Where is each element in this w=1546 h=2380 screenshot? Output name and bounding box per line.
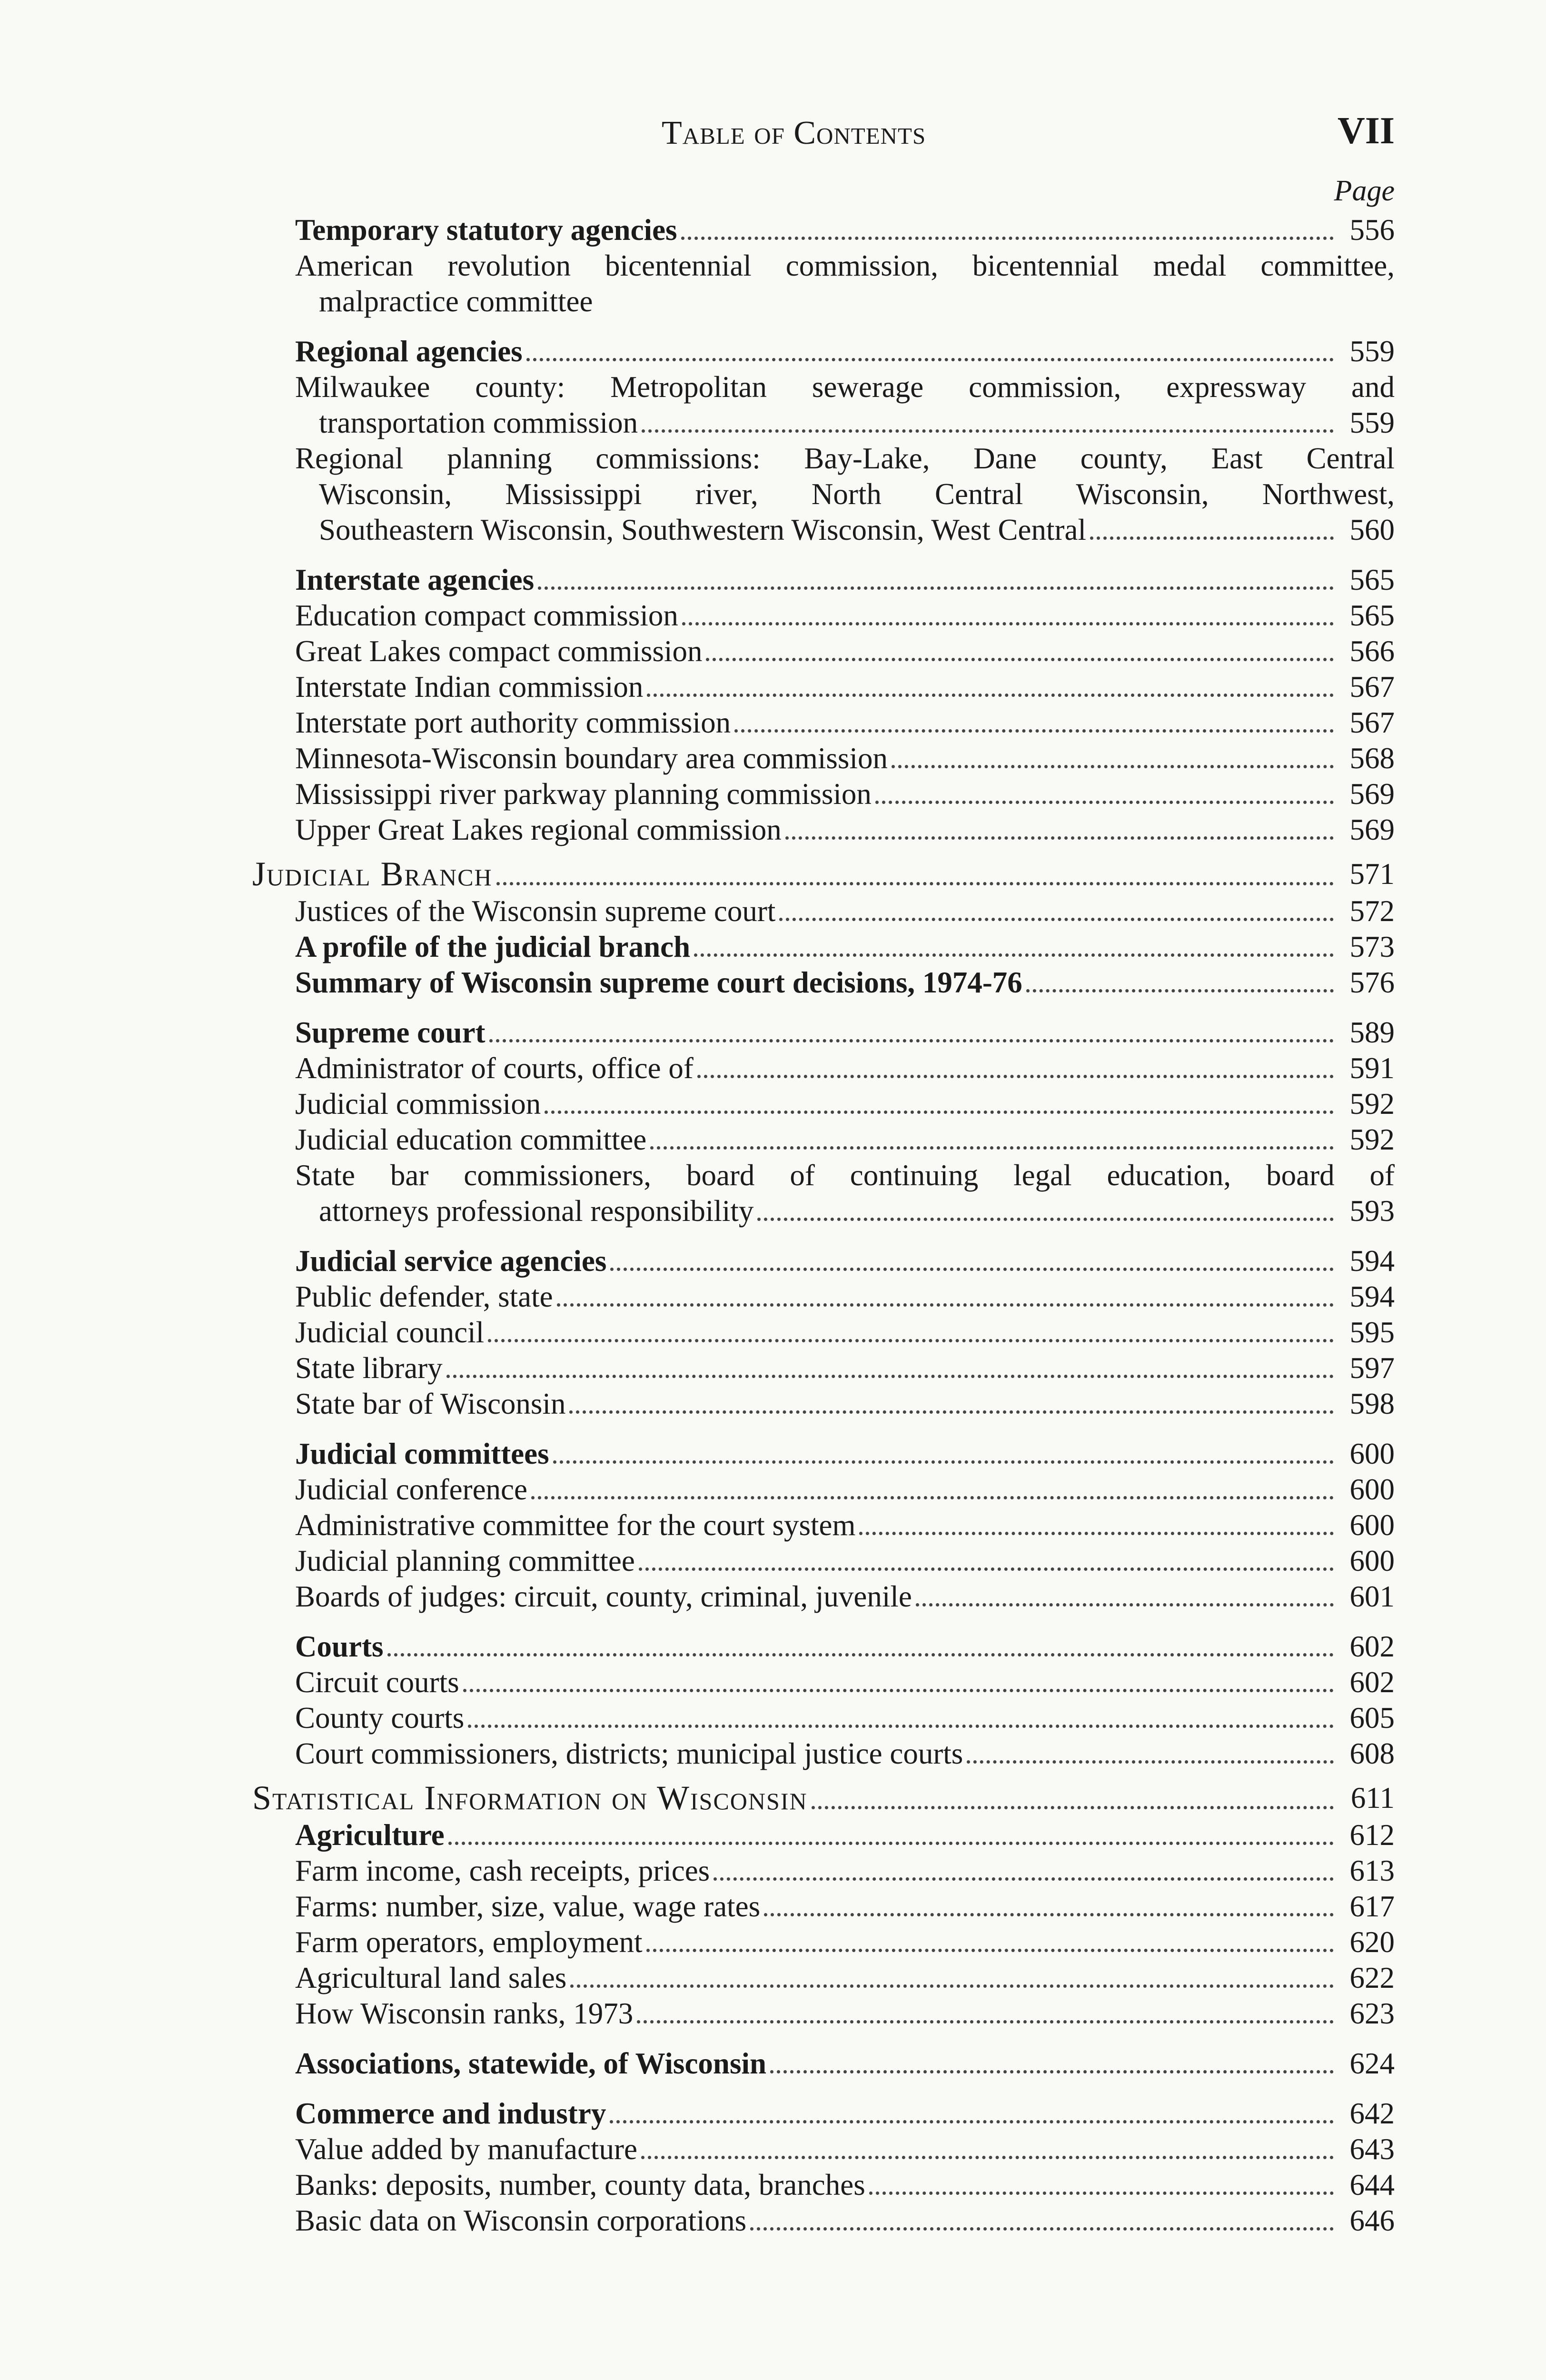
toc-entry-label: Upper Great Lakes regional commission: [295, 813, 782, 846]
toc-entry: [252, 776, 1395, 812]
dot-leader: [610, 1268, 1334, 1271]
dot-leader: [489, 1039, 1334, 1042]
running-title: Table of Contents: [662, 115, 926, 151]
toc-entry: [252, 1853, 1395, 1889]
toc-entry-page: 611: [1350, 1781, 1395, 1815]
toc-entry: [252, 812, 1395, 848]
dot-leader: [642, 429, 1334, 433]
dot-leader: [496, 882, 1334, 885]
toc-entry-label: Farm operators, employment: [295, 1925, 643, 1959]
dot-leader: [706, 658, 1334, 661]
toc-entry-label: attorneys professional responsibility: [319, 1194, 754, 1228]
dot-leader: [553, 1460, 1334, 1464]
dot-leader: [869, 2192, 1334, 2195]
toc-entry: [252, 1315, 1395, 1350]
toc-entry: [252, 1086, 1395, 1122]
dot-leader: [734, 729, 1334, 733]
dot-leader: [570, 1984, 1334, 1988]
toc-entry-label: Courts: [295, 1630, 384, 1663]
toc-entry-label: State library: [295, 1351, 443, 1385]
toc-entry-label: Circuit courts: [295, 1666, 459, 1699]
toc-entry-page: 592: [1349, 1123, 1395, 1156]
toc-entry-page: 568: [1349, 742, 1395, 775]
toc-entry: [252, 893, 1395, 929]
toc-entry: [252, 1629, 1395, 1665]
toc-entry-label: Judicial conference: [295, 1473, 527, 1506]
toc-entry: [252, 598, 1395, 634]
dot-leader: [639, 1567, 1334, 1571]
page-header: [252, 109, 1395, 162]
toc-entry-label: Supreme court: [295, 1016, 486, 1049]
toc-entry: [252, 1386, 1395, 1422]
toc-entry-multiline: [252, 1158, 1395, 1229]
toc-entry-label: Banks: deposits, number, county data, branches: [295, 2168, 865, 2202]
dot-leader: [812, 1806, 1334, 1809]
toc-page: [252, 109, 1395, 2239]
toc-entry-line: [295, 1193, 1395, 1229]
toc-entry: [252, 1817, 1395, 1853]
toc-entry-page: 594: [1349, 1244, 1395, 1278]
toc-entry-line: Regional planning commissions: Bay-Lake, Dane county, East Central: [295, 442, 1395, 475]
toc-entry-label: Interstate Indian commission: [295, 670, 644, 704]
toc-entry-label: Farm income, cash receipts, prices: [295, 1854, 710, 1887]
toc-entry-label: Associations, statewide, of Wisconsin: [295, 2047, 767, 2080]
dot-leader: [646, 1949, 1334, 1952]
toc-entry: [252, 1996, 1395, 2032]
toc-entry: [252, 634, 1395, 669]
dot-leader: [770, 2070, 1334, 2073]
toc-entry-label: Mississippi river parkway planning commission: [295, 777, 872, 811]
toc-entry-page: 643: [1349, 2132, 1395, 2166]
toc-entry: [252, 929, 1395, 965]
toc-entry-label: Judicial committees: [295, 1437, 549, 1470]
toc-entry-page: 617: [1349, 1890, 1395, 1923]
dot-leader: [785, 836, 1334, 840]
dot-leader: [647, 694, 1334, 697]
toc-entry-label: Administrator of courts, office of: [295, 1051, 694, 1085]
toc-entry-page: 646: [1349, 2204, 1395, 2237]
dot-leader: [610, 2120, 1334, 2123]
toc-entry: [252, 1665, 1395, 1700]
toc-entry-label: Judicial council: [295, 1316, 485, 1349]
dot-leader: [641, 2156, 1334, 2159]
toc-entry-page: 567: [1349, 670, 1395, 704]
toc-entry-label: Judicial education committee: [295, 1123, 647, 1156]
toc-entry: [252, 1889, 1395, 1924]
toc-entry-label: Summary of Wisconsin supreme court decisions, 1974-76: [295, 966, 1022, 999]
toc-entry-page: 569: [1349, 813, 1395, 846]
dot-leader: [538, 586, 1334, 590]
toc-entry-page: 598: [1349, 1387, 1395, 1420]
dot-leader: [468, 1725, 1334, 1728]
toc-entry-label: Temporary statutory agencies: [295, 213, 677, 247]
toc-entry-page: 608: [1349, 1737, 1395, 1770]
dot-leader: [714, 1877, 1334, 1881]
toc-entry-page: 612: [1349, 1818, 1395, 1852]
toc-entry-label: Basic data on Wisconsin corporations: [295, 2204, 747, 2237]
toc-entry-page: 595: [1349, 1316, 1395, 1349]
toc-entry: [252, 334, 1395, 369]
toc-entry: [252, 1436, 1395, 1472]
toc-entry-page: 602: [1349, 1630, 1395, 1663]
toc-entry-page: 556: [1349, 213, 1395, 247]
toc-entry: [252, 1960, 1395, 1996]
toc-entry-label: Judicial commission: [295, 1087, 541, 1121]
toc-section-heading: [252, 1778, 1395, 1817]
toc-entry: [252, 965, 1395, 1001]
toc-entry-label: Statistical Information on Wisconsin: [252, 1779, 808, 1817]
toc-entry-page: 620: [1349, 1925, 1395, 1959]
toc-entry-page: 559: [1349, 406, 1395, 439]
toc-entry-page: 559: [1349, 335, 1395, 368]
page-number-folio: VII: [1337, 110, 1395, 152]
toc-entry-page: 622: [1349, 1961, 1395, 1994]
toc-entry-page: 576: [1349, 966, 1395, 999]
toc-section-heading: [252, 854, 1395, 893]
toc-entry: [252, 1924, 1395, 1960]
dot-leader: [545, 1111, 1334, 1114]
toc-entry-line: State bar commissioners, board of continuing legal education, board of: [295, 1159, 1395, 1192]
toc-entry-label: Southeastern Wisconsin, Southwestern Wisconsin, West Central: [319, 513, 1086, 546]
dot-leader: [779, 918, 1334, 921]
toc-entry-page: 572: [1349, 894, 1395, 928]
dot-leader: [694, 953, 1334, 957]
toc-entry-page: 571: [1349, 857, 1395, 891]
toc-entry-label: Court commissioners, districts; municipal justice courts: [295, 1737, 963, 1770]
toc-entry: [252, 669, 1395, 705]
toc-entry: [252, 741, 1395, 776]
toc-entry: [252, 1736, 1395, 1772]
toc-entry: [252, 2167, 1395, 2203]
toc-entry: [252, 1543, 1395, 1579]
toc-entry-label: Judicial service agencies: [295, 1244, 607, 1278]
dot-leader: [526, 358, 1334, 361]
toc-entry-label: Administrative committee for the court system: [295, 1508, 856, 1542]
dot-leader: [697, 1075, 1334, 1078]
toc-entry-label: Boards of judges: circuit, county, criminal, juvenile: [295, 1580, 912, 1613]
toc-entry-page: 597: [1349, 1351, 1395, 1385]
toc-entry-label: Judicial planning committee: [295, 1544, 635, 1577]
toc-entry-line: American revolution bicentennial commission, bicentennial medal committee,: [295, 249, 1395, 282]
toc-entry: [252, 1507, 1395, 1543]
toc-entry-label: Regional agencies: [295, 335, 523, 368]
dot-leader: [650, 1146, 1334, 1150]
dot-leader: [967, 1760, 1334, 1764]
toc-entry-label: Justices of the Wisconsin supreme court: [295, 894, 776, 928]
toc-entry: [252, 2203, 1395, 2239]
toc-entry-page: 642: [1349, 2097, 1395, 2130]
toc-entry-line: [295, 512, 1395, 548]
toc-entry: [252, 562, 1395, 598]
toc-entry: [252, 1472, 1395, 1507]
toc-entry-multiline: [252, 441, 1395, 548]
toc-entry: [252, 1051, 1395, 1086]
dot-leader: [750, 2227, 1334, 2231]
dot-leader: [875, 801, 1334, 804]
toc-entry-page: 624: [1349, 2047, 1395, 2080]
toc-entry-page: 644: [1349, 2168, 1395, 2202]
toc-entry-page: 593: [1349, 1194, 1395, 1228]
toc-entry-page: 613: [1349, 1854, 1395, 1887]
toc-entry-page: 591: [1349, 1051, 1395, 1085]
toc-entry-line: [295, 405, 1395, 441]
toc-entry-label: Great Lakes compact commission: [295, 635, 703, 668]
toc-entry-page: 601: [1349, 1580, 1395, 1613]
toc-entry-page: 592: [1349, 1087, 1395, 1121]
toc-entry-label: State bar of Wisconsin: [295, 1387, 566, 1420]
dot-leader: [1026, 989, 1334, 992]
dot-leader: [446, 1375, 1334, 1378]
toc-entry: [252, 2096, 1395, 2132]
toc-entry-page: 589: [1349, 1016, 1395, 1049]
dot-leader: [448, 1842, 1334, 1845]
toc-entry-label: Public defender, state: [295, 1280, 553, 1313]
toc-entry-line: Milwaukee county: Metropolitan sewerage commission, expressway and: [295, 370, 1395, 404]
toc-entry-label: Farms: number, size, value, wage rates: [295, 1890, 761, 1923]
toc-entry-page: 602: [1349, 1666, 1395, 1699]
dot-leader: [387, 1653, 1334, 1656]
dot-leader: [859, 1532, 1334, 1535]
toc-entry-multiline: [252, 369, 1395, 441]
page-column-label: Page: [1334, 175, 1395, 207]
toc-entry-page: 600: [1349, 1544, 1395, 1577]
dot-leader: [757, 1218, 1334, 1221]
dot-leader: [892, 765, 1334, 768]
toc-entry: [252, 1122, 1395, 1158]
toc-entry: [252, 1579, 1395, 1615]
dot-leader: [488, 1339, 1334, 1342]
toc-entry: [252, 2046, 1395, 2082]
dot-leader: [557, 1303, 1334, 1307]
toc-entry: [252, 705, 1395, 741]
toc-entry-page: 565: [1349, 599, 1395, 632]
dot-leader: [531, 1496, 1334, 1499]
toc-entry: [252, 1279, 1395, 1315]
toc-entry-multiline: [252, 248, 1395, 319]
toc-entry-page: 600: [1349, 1508, 1395, 1542]
toc-entry-page: 560: [1349, 513, 1395, 546]
toc-entry-page: 605: [1349, 1701, 1395, 1735]
toc-entry: [252, 2132, 1395, 2167]
toc-entry-label: Agriculture: [295, 1818, 445, 1852]
dot-leader: [916, 1603, 1334, 1606]
toc-entry-line: malpractice committee: [319, 285, 593, 318]
dot-leader: [681, 237, 1334, 240]
dot-leader: [682, 622, 1334, 625]
toc-entry-label: Interstate agencies: [295, 563, 535, 596]
toc-entry-label: Commerce and industry: [295, 2097, 606, 2130]
table-of-contents: [252, 212, 1395, 2239]
toc-entry-label: A profile of the judicial branch: [295, 930, 691, 963]
toc-entry-page: 600: [1349, 1473, 1395, 1506]
toc-entry-page: 573: [1349, 930, 1395, 963]
toc-entry: [252, 212, 1395, 248]
toc-entry-label: Education compact commission: [295, 599, 678, 632]
toc-entry-page: 567: [1349, 706, 1395, 739]
toc-entry-page: 594: [1349, 1280, 1395, 1313]
toc-entry-label: Interstate port authority commission: [295, 706, 731, 739]
toc-entry: [252, 1700, 1395, 1736]
toc-entry-label: Agricultural land sales: [295, 1961, 567, 1994]
toc-entry: [252, 1015, 1395, 1051]
toc-entry-label: transportation commission: [319, 406, 638, 439]
toc-entry-page: 623: [1349, 1997, 1395, 2030]
toc-entry-page: 565: [1349, 563, 1395, 596]
dot-leader: [463, 1689, 1334, 1692]
dot-leader: [569, 1410, 1334, 1414]
toc-entry-label: Judicial Branch: [252, 855, 493, 893]
toc-entry-label: County courts: [295, 1701, 465, 1735]
dot-leader: [764, 1913, 1334, 1916]
dot-leader: [637, 2020, 1334, 2023]
toc-entry: [252, 1350, 1395, 1386]
toc-entry-page: 600: [1349, 1437, 1395, 1470]
toc-entry-label: How Wisconsin ranks, 1973: [295, 1997, 634, 2030]
toc-entry: [252, 1243, 1395, 1279]
toc-entry-page: 566: [1349, 635, 1395, 668]
toc-entry-line: Wisconsin, Mississippi river, North Central Wisconsin, Northwest,: [319, 477, 1395, 511]
toc-entry-label: Value added by manufacture: [295, 2132, 637, 2166]
toc-entry-page: 569: [1349, 777, 1395, 811]
dot-leader: [1090, 536, 1334, 540]
toc-entry-label: Minnesota-Wisconsin boundary area commission: [295, 742, 888, 775]
